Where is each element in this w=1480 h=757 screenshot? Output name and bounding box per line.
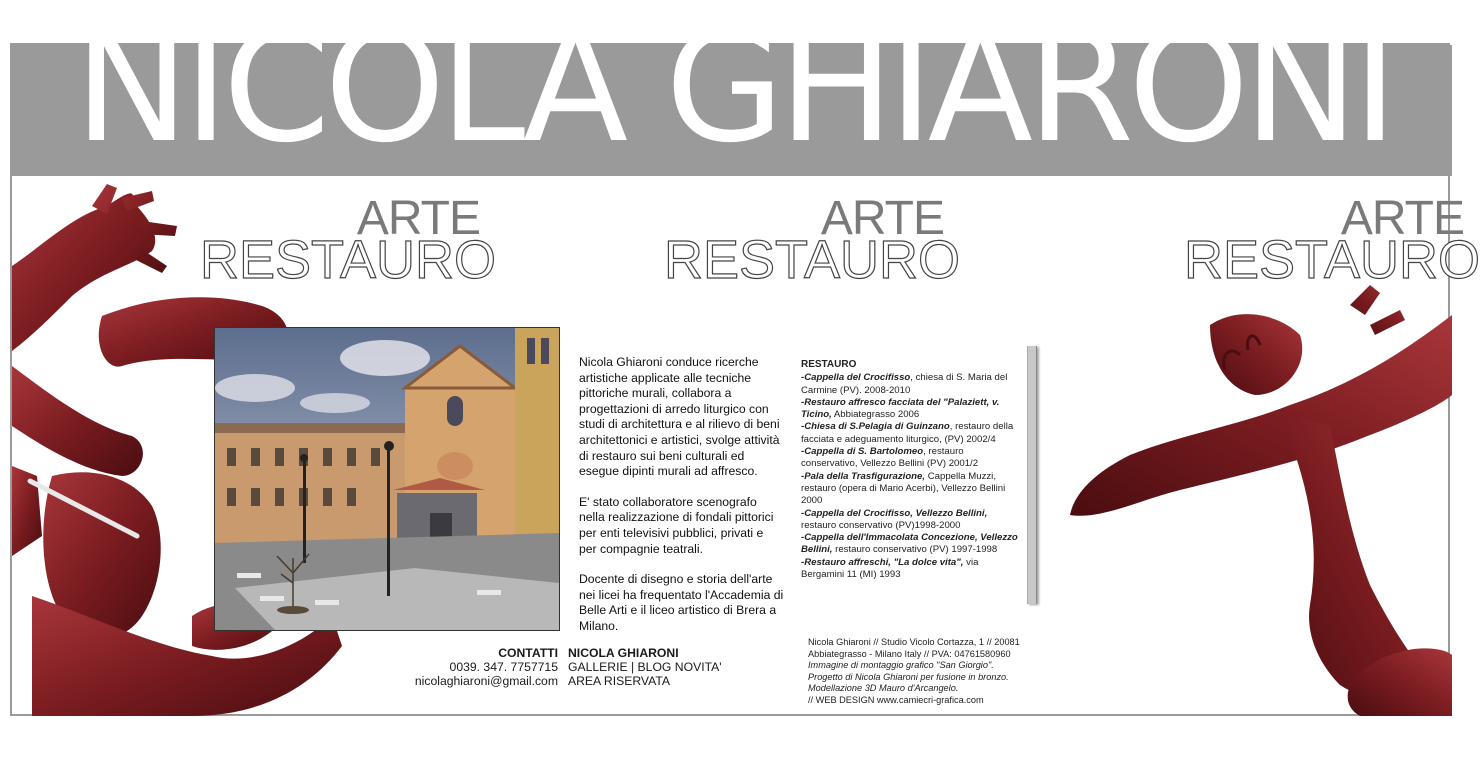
- page-frame: [10, 0, 1480, 716]
- restauro-item: -Cappella del Crocifisso, Vellezzo Bellini, restauro conservativo (PV)1998-2000: [801, 507, 988, 531]
- bio-paragraph: Nicola Ghiaroni conduce ricerche artistiche applicate alle tecniche pittoriche murali, collabora a progettazioni di arredo liturgico con studi di architettura e al rilievo di beni architettonici e artistici, svolge attività di restauro sui beni culturali ed esegue dipinti murali ad affresco.: [579, 355, 780, 479]
- restauro-item: -Chiesa di S.Pelagia di Guinzano, restauro della facciata e adeguamento liturgico, (PV) 2002/4: [801, 421, 1014, 445]
- church-photo: [214, 327, 560, 631]
- footer-line: Immagine di montaggio grafico "San Giorgio".: [808, 660, 994, 671]
- restauro-item: -Cappella del Crocifisso, chiesa di S. Maria del Carmine (PV). 2008-2010: [801, 372, 1008, 396]
- logo-arte-restauro[interactable]: [664, 192, 961, 290]
- gallery-blog-link[interactable]: GALLERIE | BLOG NOVITA': [568, 660, 722, 675]
- logo-arte-text: ARTE: [356, 192, 480, 245]
- restauro-item: -Cappella di S. Bartolomeo, restauro conservativo, Vellezzo Bellini (PV) 2001/2: [801, 446, 979, 470]
- contacts-right: [568, 646, 768, 689]
- logo-restauro-text: RESTAURO: [200, 230, 497, 290]
- bio-text: [579, 355, 784, 650]
- logo-arte-text: ARTE: [1340, 192, 1464, 245]
- restauro-item: -Cappella dell'Immacolata Concezione, Vellezzo Bellini, restauro conservativo (PV) 1997-1998: [801, 532, 1018, 556]
- logo-arte-text: ARTE: [820, 192, 944, 245]
- contacts-left: [392, 646, 558, 689]
- contacts-email-link[interactable]: nicolaghiaroni@gmail.com: [414, 674, 558, 689]
- right-hands-image: [1070, 285, 1452, 716]
- restauro-list[interactable]: [801, 359, 1021, 581]
- restauro-item: -Restauro affreschi, "La dolce vita", via Bergamini 11 (MI) 1993: [801, 556, 979, 581]
- restauro-heading: RESTAURO: [801, 359, 857, 370]
- footer-line: Progetto di Nicola Ghiaroni per fusione in bronzo.: [808, 671, 1009, 682]
- restauro-item: -Pala della Trasfigurazione, Cappella Muzzi, restauro (opera di Mario Acerbi), Vellezzo Bellini 2000: [801, 470, 1006, 507]
- contacts-phone: 0039. 347. 7757715: [449, 660, 558, 675]
- home-link[interactable]: NICOLA GHIARONI: [568, 646, 679, 660]
- logo-restauro-text: RESTAURO: [664, 230, 961, 290]
- restauro-scrollbar[interactable]: [1027, 346, 1037, 604]
- footer-line: Modellazione 3D Mauro d'Arcangelo.: [808, 683, 959, 694]
- contacts-label: CONTATTI: [498, 646, 558, 660]
- bio-paragraph: Docente di disegno e storia dell'arte nei licei ha frequentato l'Accademia di Belle Arti e il liceo artistico di Brera a Milano.: [579, 572, 784, 633]
- restauro-item: -Restauro affresco facciata del "Palaziett, v. Ticino, Abbiategrasso 2006: [801, 396, 1000, 421]
- bio-paragraph: E' stato collaboratore scenografo nella realizzazione di fondali pittorici per enti televisivi pubblici, privati e per compagnie teatrali.: [579, 494, 774, 556]
- footer-line: Abbiategrasso - Milano Italy // PVA: 04761580960: [808, 648, 1011, 659]
- logo-arte-restauro[interactable]: [200, 192, 497, 290]
- site-title: NICOLA GHIARONI: [74, 0, 1392, 177]
- logo-arte-restauro[interactable]: [1184, 192, 1480, 290]
- logo-restauro-text: RESTAURO: [1184, 230, 1480, 290]
- reserved-area-link[interactable]: AREA RISERVATA: [568, 674, 671, 689]
- title-banner: [12, 0, 1452, 177]
- web-design-link[interactable]: // WEB DESIGN www.camiecri-grafica.com: [808, 694, 984, 705]
- footer-line: Nicola Ghiaroni // Studio Vicolo Cortazza, 1 // 20081: [808, 637, 1020, 647]
- footer-credits: [808, 637, 1048, 707]
